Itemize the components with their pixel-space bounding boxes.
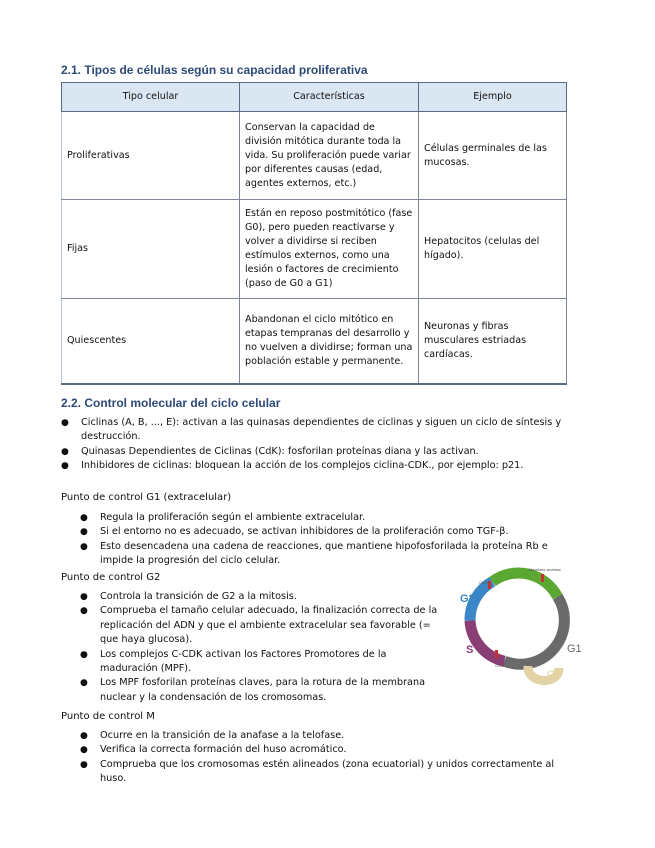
list-item: ● Verifica la correcta formación del huso acromático.	[80, 744, 347, 756]
header-cell: Características	[240, 83, 419, 112]
checkpoint-mark	[541, 574, 544, 582]
list-item: ● Ocurre en la transición de la anafase a la telofase.	[80, 730, 345, 741]
label-s: S	[466, 644, 474, 656]
table-row	[62, 299, 567, 384]
list-item: ● Comprueba el tamaño celular adecuado, la finalización correcta de la replicación del ADN y que el ambiente extracelular sea favorable (= que haya glucosa).	[80, 605, 438, 646]
list-item: ● Inhibidores de ciclinas: bloquean la acción de los complejos ciclina-CDK., por ejemplo: p21.	[61, 460, 524, 472]
checkpoint-g2-list	[80, 590, 440, 705]
cell-type: Fijas	[62, 200, 240, 299]
list-item: ● Los complejos C-CDK activan los Factores Promotores de la maduración (MPF).	[80, 648, 387, 675]
checkpoint-m-list	[80, 729, 575, 787]
cell-features: Están en reposo postmitótico (fase G0), pero pueden reactivarse y volver a dividirse si reciben estímulos externos, como una lesión o factores de crecimiento (paso de G0 a G1)	[240, 200, 419, 299]
cell-features: Conservan la capacidad de división mitótica durante toda la vida. Su proliferación puede variar por diferentes causas (edad, agentes externos, etc.)	[240, 112, 419, 200]
cell-cycle-diagram	[455, 562, 585, 688]
cell-type: Quiescentes	[62, 299, 240, 384]
table-row	[62, 112, 567, 200]
cell-features: Abandonan el ciclo mitótico en etapas tempranas del desarrollo y no vuelven a dividirse; forman una población estable y permanente.	[240, 299, 419, 384]
label-m: M	[513, 567, 523, 579]
phase-arc-g1	[504, 597, 564, 665]
list-item: ● Comprueba que los cromosomas estén alineados (zona ecuatorial) y unidos correctamente al huso.	[80, 758, 555, 785]
cell-example: Células germinales de las mucosas.	[419, 112, 567, 200]
label-g1: G1	[567, 643, 582, 655]
cell-types-table	[61, 82, 567, 385]
phase-arc-s	[470, 621, 504, 662]
label-small-g1s: G1/S	[495, 663, 505, 668]
checkpoint-g2-title: Punto de control G2	[61, 572, 161, 583]
section-heading-molecular-control: 2.2. Control molecular del ciclo celular	[61, 396, 281, 410]
header-cell: Tipo celular	[62, 83, 240, 112]
checkpoint-g1-title: Punto de control G1 (extracelular)	[61, 492, 232, 503]
label-small-meta: Metafase-anafase	[529, 567, 562, 572]
list-item: ● Los MPF fosforilan proteínas claves, para la rotura de la membrana nuclear y la condensación de los cromosomas.	[80, 677, 426, 703]
label-g2: G2	[460, 593, 475, 605]
checkpoint-m-title: Punto de control M	[61, 711, 155, 722]
list-item: ● Ciclinas (A, B, ..., E): activan a las quinasas dependientes de ciclinas y siguen un ciclo de síntesis y destrucción.	[61, 417, 562, 443]
table-header-row	[62, 83, 567, 112]
list-item: ● Si el entorno no es adecuado, se activan inhibidores de la proliferación como TGF-β.	[80, 526, 509, 538]
label-g0: G0	[547, 669, 562, 681]
molecular-control-list	[61, 416, 581, 474]
cell-example: Hepatocitos (celulas del hígado).	[419, 200, 567, 299]
list-item: ● Esto desencadena una cadena de reacciones, que mantiene hipofosforilada la proteína Rb e impide la progresión del ciclo celular.	[80, 540, 548, 567]
list-item: ● Controla la transición de G2 a la mitosis.	[80, 591, 297, 602]
label-small-g2m: G2/M	[479, 580, 489, 585]
cell-example: Neuronas y fibras musculares estriadas cardíacas.	[419, 299, 567, 384]
list-item: ● Regula la proliferación según el ambiente extracelular.	[80, 512, 366, 523]
header-cell: Ejemplo	[419, 83, 567, 112]
cell-type: Proliferativas	[62, 112, 240, 200]
phase-arc-m	[492, 573, 557, 597]
section-heading-cell-types: 2.1. Tipos de células según su capacidad proliferativa	[61, 63, 368, 77]
table-row	[62, 200, 567, 299]
checkpoint-g1-list	[80, 511, 570, 569]
list-item: ● Quinasas Dependientes de Ciclinas (CdK): fosforilan proteínas diana y las activan.	[61, 445, 479, 457]
checkpoint-mark	[495, 650, 498, 658]
